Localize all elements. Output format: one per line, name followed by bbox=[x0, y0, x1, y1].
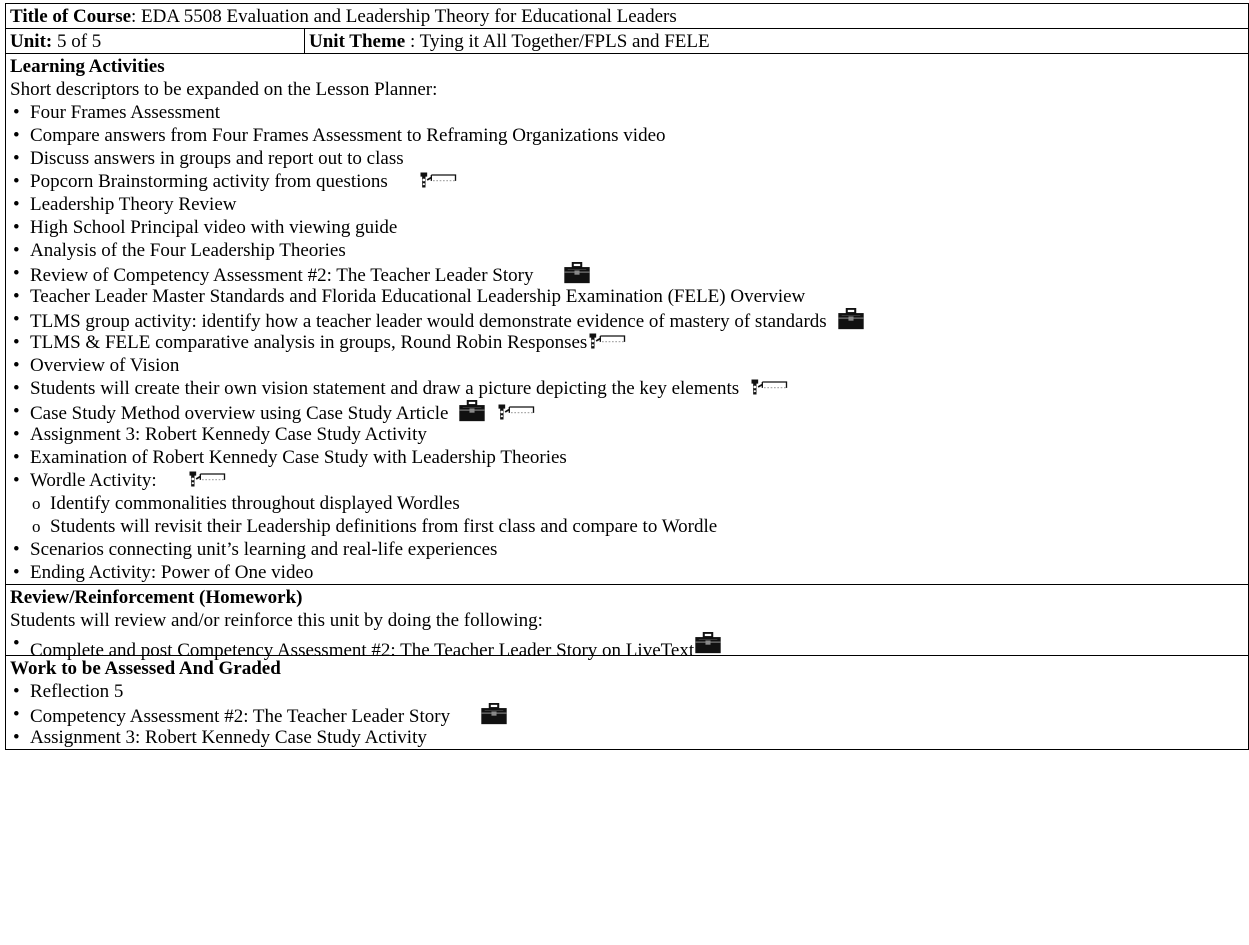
review-list bbox=[10, 632, 1244, 661]
list-item bbox=[10, 331, 1244, 354]
briefcase-icon bbox=[837, 308, 865, 330]
list-item-text: Examination of Robert Kennedy Case Study with Leadership Theories bbox=[30, 447, 567, 468]
key-with-tag-icon bbox=[496, 402, 536, 422]
key-with-tag-icon bbox=[418, 170, 458, 190]
unit-theme-label: Unit Theme bbox=[309, 31, 406, 52]
list-item-text: Discuss answers in groups and report out to class bbox=[30, 148, 404, 169]
list-item bbox=[10, 170, 1244, 193]
list-item-text: Case Study Method overview using Case Study Article bbox=[30, 403, 449, 424]
wordle-sub-list bbox=[30, 492, 1244, 538]
list-item-text: Wordle Activity: bbox=[30, 470, 157, 491]
list-item bbox=[10, 726, 1244, 749]
list-item-text: Analysis of the Four Leadership Theories bbox=[30, 240, 346, 261]
list-item bbox=[10, 680, 1244, 703]
list-item-text: High School Principal video with viewing guide bbox=[30, 217, 398, 238]
graded-row bbox=[6, 656, 1249, 750]
list-item bbox=[10, 308, 1244, 331]
unit-number-cell bbox=[6, 29, 305, 54]
list-item-text: Overview of Vision bbox=[30, 355, 180, 376]
list-item-text: Compare answers from Four Frames Assessment to Reframing Organizations video bbox=[30, 125, 666, 146]
key-with-tag-icon bbox=[587, 331, 627, 351]
sub-list-item-text: Identify commonalities throughout displayed Wordles bbox=[50, 493, 460, 514]
unit-theme-value: : Tying it All Together/FPLS and FELE bbox=[405, 31, 710, 52]
list-item bbox=[10, 538, 1244, 561]
list-item-text: Leadership Theory Review bbox=[30, 194, 237, 215]
list-item bbox=[10, 561, 1244, 584]
briefcase-icon bbox=[694, 632, 722, 654]
unit-plan-table bbox=[5, 3, 1249, 750]
briefcase-icon bbox=[480, 703, 508, 725]
list-item bbox=[10, 147, 1244, 170]
list-item bbox=[10, 377, 1244, 400]
list-item bbox=[10, 423, 1244, 446]
review-title: Review/Reinforcement (Homework) bbox=[10, 587, 303, 608]
review-intro: Students will review and/or reinforce this unit by doing the following: bbox=[10, 610, 543, 631]
list-item bbox=[10, 354, 1244, 377]
list-item-text: Scenarios connecting unit’s learning and real-life experiences bbox=[30, 539, 498, 560]
unit-row bbox=[6, 29, 1249, 54]
sub-list-item bbox=[30, 515, 1244, 538]
list-item bbox=[10, 262, 1244, 285]
list-item bbox=[10, 193, 1244, 216]
list-item-text: TLMS group activity: identify how a teacher leader would demonstrate evidence of mastery of standards bbox=[30, 311, 827, 332]
learning-activities-row bbox=[6, 54, 1249, 585]
list-item-text: Ending Activity: Power of One video bbox=[30, 562, 314, 583]
list-item bbox=[10, 400, 1244, 423]
learning-activities-list bbox=[10, 101, 1244, 584]
sub-list-item bbox=[30, 492, 1244, 515]
list-item-text: Review of Competency Assessment #2: The Teacher Leader Story bbox=[30, 265, 534, 286]
list-item-text: Assignment 3: Robert Kennedy Case Study Activity bbox=[30, 424, 427, 445]
list-item bbox=[10, 216, 1244, 239]
unit-theme-cell bbox=[305, 29, 1249, 54]
course-title-cell bbox=[6, 4, 1249, 29]
graded-cell bbox=[6, 656, 1249, 750]
learning-activities-cell bbox=[6, 54, 1249, 585]
list-item-text: Assignment 3: Robert Kennedy Case Study Activity bbox=[30, 727, 427, 748]
unit-label: Unit: bbox=[10, 31, 53, 52]
list-item bbox=[10, 101, 1244, 124]
sub-list-item-text: Students will revisit their Leadership definitions from first class and compare to Wordle bbox=[50, 516, 718, 537]
briefcase-icon bbox=[458, 400, 486, 422]
list-item-text: Teacher Leader Master Standards and Florida Educational Leadership Examination (FELE) Overview bbox=[30, 286, 806, 307]
list-item-text: Reflection 5 bbox=[30, 681, 124, 702]
briefcase-icon bbox=[563, 262, 591, 284]
learning-activities-intro: Short descriptors to be expanded on the Lesson Planner: bbox=[10, 79, 438, 100]
review-row bbox=[6, 585, 1249, 656]
course-row bbox=[6, 4, 1249, 29]
course-title-value: : EDA 5508 Evaluation and Leadership Theory for Educational Leaders bbox=[131, 6, 677, 27]
review-cell bbox=[6, 585, 1249, 661]
list-item bbox=[10, 446, 1244, 469]
graded-title: Work to be Assessed And Graded bbox=[10, 658, 281, 679]
list-item bbox=[10, 239, 1244, 262]
list-item-text: Competency Assessment #2: The Teacher Leader Story bbox=[30, 706, 451, 727]
list-item bbox=[10, 703, 1244, 726]
key-with-tag-icon bbox=[749, 377, 789, 397]
graded-list bbox=[10, 680, 1244, 749]
list-item-text: Four Frames Assessment bbox=[30, 102, 220, 123]
learning-activities-title: Learning Activities bbox=[10, 56, 165, 77]
list-item-text: Popcorn Brainstorming activity from questions bbox=[30, 171, 388, 192]
list-item-text: Students will create their own vision statement and draw a picture depicting the key elements bbox=[30, 378, 740, 399]
list-item bbox=[10, 469, 1244, 538]
course-title-label: Title of Course bbox=[10, 6, 132, 27]
list-item-text: TLMS & FELE comparative analysis in groups, Round Robin Responses bbox=[30, 332, 588, 353]
list-item bbox=[10, 124, 1244, 147]
unit-value: 5 of 5 bbox=[52, 31, 102, 52]
list-item-text: Complete and post Competency Assessment #2: The Teacher Leader Story on LiveText bbox=[30, 640, 695, 661]
list-item bbox=[10, 285, 1244, 308]
key-with-tag-icon bbox=[187, 469, 227, 489]
list-item bbox=[10, 632, 1244, 661]
